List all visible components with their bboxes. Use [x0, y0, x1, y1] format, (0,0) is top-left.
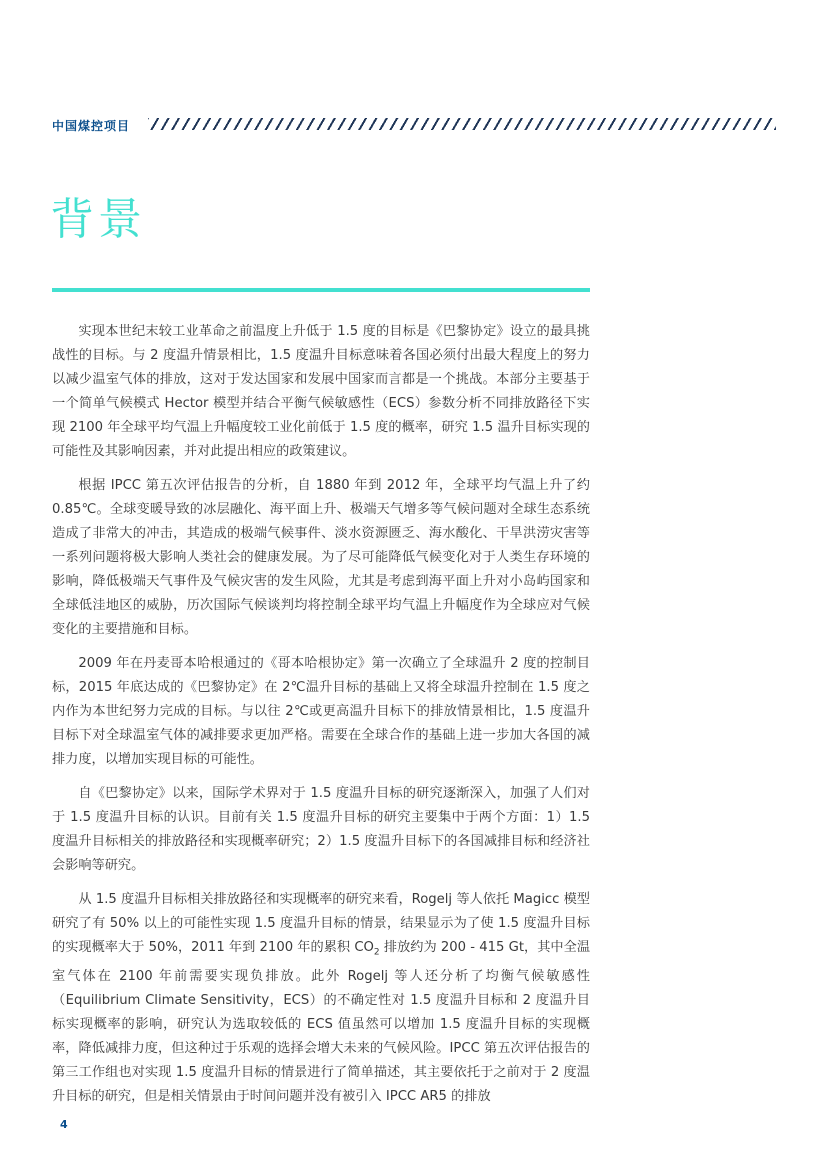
header-hatch-divider — [148, 118, 776, 130]
paragraph-2: 根据 IPCC 第五次评估报告的分析，自 1880 年到 2012 年，全球平均气温上升了约 0.85℃。全球变暖导致的冰层融化、海平面上升、极端天气增多等气候问题对全球生态系统造成了非常大的冲击，其造成的极端气候事件、淡水资源匮乏、海水酸化、干旱洪涝灾害等一系列问题将极大影响人类社会的健康发展。为了尽可能降低气候变化对于人类生存环境的影响，降低极端天气事件及气候灾害的发生风险，尤其是考虑到海平面上升对小岛屿国家和全球低洼地区的威胁，历次国际气候谈判均将控制全球平均气温上升幅度作为全球应对气候变化的主要措施和目标。 — [52, 478, 590, 637]
body-text — [52, 320, 590, 1119]
paragraph-3: 2009 年在丹麦哥本哈根通过的《哥本哈根协定》第一次确立了全球温升 2 度的控制目标，2015 年底达成的《巴黎协定》在 2℃温升目标的基础上又将全球温升控制在 1.5 度之内作为本世纪努力完成的目标。与以往 2℃或更高温升目标下的排放情景相比，1.5 度温升目标下对全球温室气体的减排要求更加严格。需要在全球合作的基础上进一步加大各国的减排力度，以增加实现目标的可能性。 — [52, 656, 590, 767]
page-number: 4 — [60, 1118, 68, 1131]
co2-subscript: 2 — [373, 947, 380, 958]
paragraph-5 — [52, 888, 590, 1109]
paragraph-5-part-2: 排放约为 200 - 415 Gt，其中全温室气体在 2100 年前需要实现负排放。此外 Rogelj 等人还分析了均衡气候敏感性（Equilibrium Climate Sensitivity，ECS）的不确定性对 1.5 度温升目标和 2 度温升目标实现概率的影响，研究认为选取较低的 ECS 值虽然可以增加 1.5 度温升目标的实现概率，降低减排力度，但这种过于乐观的选择会增大未来的气候风险。IPCC 第五次评估报告的第三工作组也对实现 1.5 度温升目标的情景进行了简单描述，其主要依托于之前对于 2 度温升目标的研究，但是相关情景由于时间问题并没有被引入 IPCC AR5 的排放 — [52, 940, 591, 1104]
paragraph-4: 自《巴黎协定》以来，国际学术界对于 1.5 度温升目标的研究逐渐深入，加强了人们对于 1.5 度温升目标的认识。目前有关 1.5 度温升目标的研究主要集中于两个方面：1）1.5 度温升目标相关的排放路径和实现概率研究；2）1.5 度温升目标下的各国减排目标和经济社会影响等研究。 — [52, 786, 590, 873]
header-project-label: 中国煤控项目 — [52, 119, 131, 133]
paragraph-1: 实现本世纪末较工业革命之前温度上升低于 1.5 度的目标是《巴黎协定》设立的最具挑战性的目标。与 2 度温升情景相比，1.5 度温升目标意味着各国必须付出最大程度上的努力以减少温室气体的排放，这对于发达国家和发展中国家而言都是一个挑战。本部分主要基于一个简单气候模式 Hector 模型并结合平衡气候敏感性（ECS）参数分析不同排放路径下实现 2100 年全球平均气温上升幅度较工业化前低于 1.5 度的概率，研究 1.5 温升目标实现的可能性及其影响因素，并对此提出相应的政策建议。 — [52, 324, 590, 459]
title-underline — [52, 288, 590, 292]
page-title: 背景 — [50, 194, 146, 245]
paragraph-5-part-1: 从 1.5 度温升目标相关排放路径和实现概率的研究来看，Rogelj 等人依托 Magicc 模型研究了有 50% 以上的可能性实现 1.5 度温升目标的情景，结果显示为了使 1.5 度温升目标的实现概率大于 50%，2011 年到 2100 年的累积 CO — [52, 892, 590, 955]
